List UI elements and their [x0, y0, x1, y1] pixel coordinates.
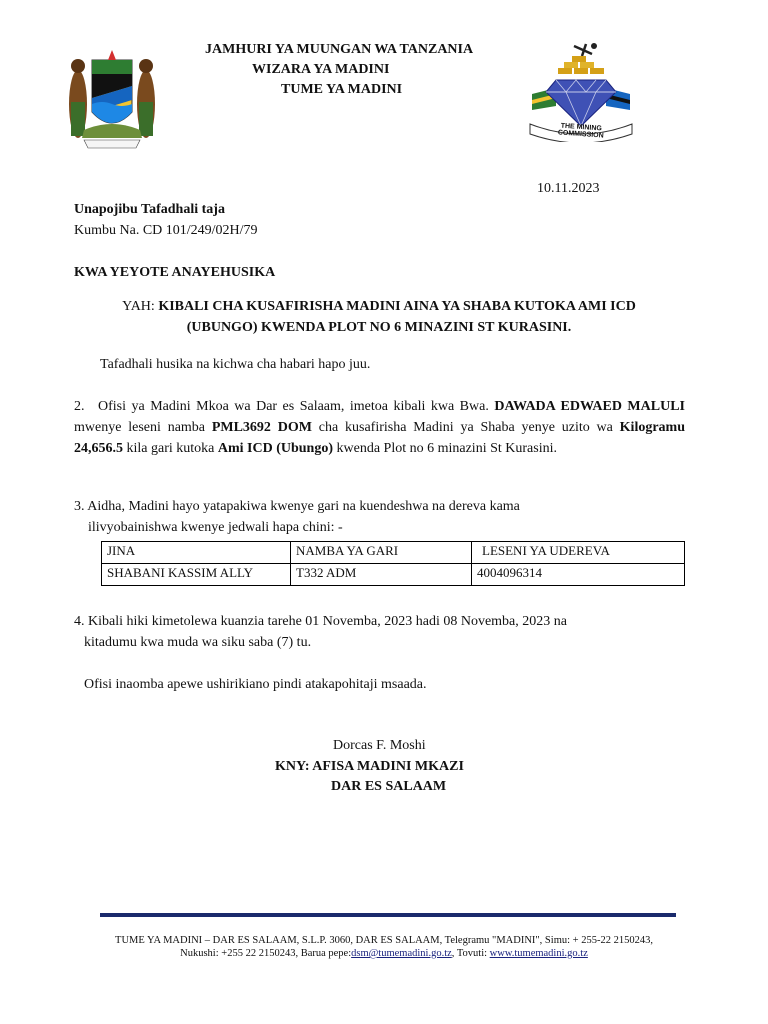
para3-line1: 3. Aidha, Madini hayo yatapakiwa kwenye gari na kuendeshwa na dereva kama [74, 499, 520, 514]
mineral-weight: Kilogramu 24,656.5 [74, 420, 686, 456]
subject-line2: (UBUNGO) KWENDA PLOT NO 6 MINAZINI ST KURASINI. [186, 320, 572, 335]
subject-prefix: YAH: [122, 299, 155, 314]
header-commission: TUME YA MADINI [281, 82, 403, 97]
mining-commission-logo [528, 40, 634, 142]
para4-line1: 4. Kibali hiki kimetolewa kuanzia tarehe 01 Novemba, 2023 hadi 08 Novemba, 2023 na [74, 614, 567, 629]
para4-line2: kitadumu kwa muda wa siku saba (7) tu. [84, 635, 312, 650]
header-ministry: WIZARA YA MADINI [252, 62, 390, 77]
para2-t1: Ofisi ya Madini Mkoa wa Dar es Salaam, imetoa kibali kwa Bwa. [98, 399, 489, 414]
license-number: PML3692 DOM [211, 420, 312, 435]
footer-rule [100, 913, 676, 917]
intro-paragraph: Tafadhali husika na kichwa cha habari hapo juu. [100, 357, 371, 372]
table-header: LESENI YA UDEREVA [472, 542, 685, 564]
footer-contact: Nukushi: +255 22 2150243, Barua pepe: [180, 948, 352, 959]
para2-number: 2. [74, 399, 85, 414]
subject [74, 296, 684, 338]
para2-t3: cha kusafirisha Madini ya Shaba yenye uzito wa [318, 420, 613, 435]
origin-location: Ami ICD (Ubungo) [217, 441, 333, 456]
para2-text [74, 396, 685, 459]
reference-number: Kumbu Na. CD 101/249/02H/79 [74, 223, 258, 238]
para3-line2: ilivyobainishwa kwenye jedwali hapa chini: - [88, 520, 343, 535]
footer-line2 [40, 947, 728, 960]
salutation: KWA YEYOTE ANAYEHUSIKA [74, 265, 276, 280]
footer-separator: , Tovuti: [451, 948, 490, 959]
header-republic: JAMHURI YA MUUNGAN WA TANZANIA [205, 42, 474, 57]
table-header-row [102, 542, 685, 564]
table-header: NAMBA YA GARI [291, 542, 472, 564]
para2-t5: kwenda Plot no 6 minazini St Kurasini. [336, 441, 557, 456]
reference-label: Unapojibu Tafadhali taja [74, 202, 225, 217]
coat-of-arms [62, 42, 162, 152]
footer-website-link[interactable]: www.tumemadini.go.tz [489, 948, 588, 959]
driver-name-cell: SHABANI KASSIM ALLY [102, 564, 291, 586]
logo-ribbon-text: THE MINING COMMISSION [557, 122, 604, 140]
letter-date: 10.11.2023 [537, 181, 600, 196]
signatory-location: DAR ES SALAAM [331, 779, 447, 794]
footer [40, 934, 728, 960]
subject-line1: KIBALI CHA KUSAFIRISHA MADINI AINA YA SHABA KUTOKA AMI ICD [158, 299, 636, 314]
table-header: JINA [102, 542, 291, 564]
table-row [102, 564, 685, 586]
para2-t4: kila gari kutoka [126, 441, 215, 456]
closing-paragraph: Ofisi inaomba apewe ushirikiano pindi atakapohitaji msaada. [84, 677, 427, 692]
vehicle-number-cell: T332 ADM [291, 564, 472, 586]
signatory-title: KNY: AFISA MADINI MKAZI [275, 759, 464, 774]
para2-t2: mwenye leseni namba [74, 420, 206, 435]
signatory-name: Dorcas F. Moshi [333, 738, 426, 753]
footer-email-link[interactable]: dsm@tumemadini.go.tz [351, 948, 452, 959]
driver-license-cell: 4004096314 [472, 564, 685, 586]
permit-holder-name: DAWADA EDWAED MALULI [494, 399, 685, 414]
driver-table [101, 541, 685, 586]
footer-line1: TUME YA MADINI – DAR ES SALAAM, S.L.P. 3060, DAR ES SALAAM, Telegramu "MADINI", Simu: + 255-22 2150243, [115, 935, 653, 946]
